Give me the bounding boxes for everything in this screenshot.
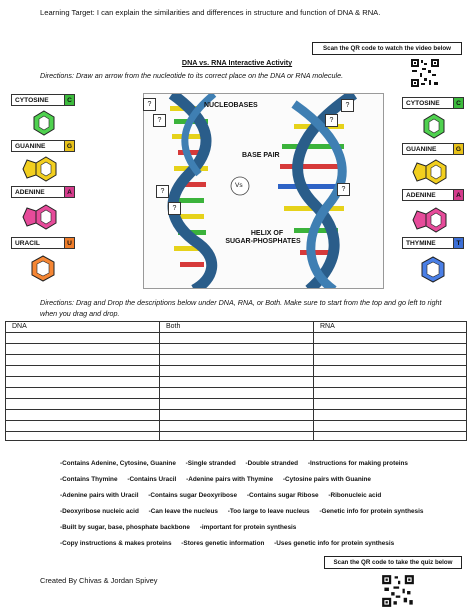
draggable-description[interactable]: -Contains Adenine, Cytosine, Guanine bbox=[60, 460, 176, 467]
row-divider bbox=[6, 343, 466, 344]
draggable-description[interactable]: -Adenine pairs with Uracil bbox=[60, 492, 139, 499]
draggable-description[interactable]: -Can leave the nucleus bbox=[148, 508, 218, 515]
nucleotide-name: URACIL bbox=[15, 239, 40, 247]
qr-pattern-icon bbox=[381, 574, 415, 608]
description-row-5 bbox=[60, 524, 304, 531]
draggable-description[interactable]: -Stores genetic information bbox=[181, 540, 265, 547]
nucleotide-letter: A bbox=[453, 189, 464, 201]
draggable-description[interactable]: -important for protein synthesis bbox=[199, 524, 297, 531]
credit-text: Created By Chivas & Jordan Spivey bbox=[40, 576, 158, 585]
nucleotide-letter: G bbox=[453, 143, 464, 155]
nucleotide-letter: U bbox=[64, 237, 75, 249]
label-nucleobases: NUCLEOBASES bbox=[204, 102, 258, 109]
row-divider bbox=[6, 398, 466, 399]
left-nucleotide-cards bbox=[8, 94, 78, 294]
answer-box-left-1[interactable]: ? bbox=[143, 98, 156, 111]
draggable-description[interactable]: -Contains sugar Ribose bbox=[246, 492, 319, 499]
description-row-2 bbox=[60, 476, 379, 483]
guanine-molecule-icon bbox=[20, 154, 66, 184]
adenine-molecule-icon bbox=[410, 203, 456, 237]
sorting-table bbox=[5, 321, 467, 441]
col-header-both: Both bbox=[166, 323, 181, 330]
nucleotide-card-cytosine-right[interactable] bbox=[402, 97, 464, 109]
label-helix-2: SUGAR-PHOSPHATES bbox=[225, 238, 301, 245]
description-row-3 bbox=[60, 492, 389, 499]
qr-caption-video: Scan the QR code to watch the video below bbox=[312, 42, 462, 55]
draggable-description[interactable]: -Adenine pairs with Thymine bbox=[186, 476, 274, 483]
nucleotide-name: CYTOSINE bbox=[406, 99, 440, 107]
right-nucleotide-cards bbox=[398, 97, 468, 297]
draggable-description[interactable]: -Copy instructions & makes proteins bbox=[60, 540, 172, 547]
answer-box-left-3[interactable]: ? bbox=[156, 185, 169, 198]
nucleotide-card-adenine-right[interactable] bbox=[402, 189, 464, 201]
row-divider bbox=[6, 409, 466, 410]
directions-arrow: Directions: Draw an arrow from the nucleotide to its correct place on the DNA or RNA molecule. bbox=[40, 71, 344, 80]
col-header-rna: RNA bbox=[320, 323, 335, 330]
label-vs: Vs bbox=[235, 182, 243, 189]
description-row-6 bbox=[60, 540, 402, 547]
activity-title: DNA vs. RNA Interactive Activity bbox=[181, 58, 293, 67]
nucleotide-card-thymine-right[interactable] bbox=[402, 237, 464, 249]
nucleotide-name: CYTOSINE bbox=[15, 96, 49, 104]
label-helix-1: HELIX OF bbox=[250, 230, 284, 237]
row-divider bbox=[6, 376, 466, 377]
nucleotide-name: GUANINE bbox=[406, 145, 437, 153]
column-divider bbox=[313, 322, 314, 440]
cytosine-molecule-icon bbox=[416, 111, 452, 141]
learning-target: Learning Target: I can explain the similarities and differences in structure and function of DNA & RNA. bbox=[40, 8, 381, 17]
draggable-description[interactable]: -Deoxyribose nucleic acid bbox=[60, 508, 139, 515]
answer-box-right-2[interactable]: ? bbox=[325, 114, 338, 127]
nucleotide-card-cytosine-left[interactable] bbox=[11, 94, 75, 106]
draggable-description[interactable]: -Ribonucleic acid bbox=[328, 492, 382, 499]
draggable-description[interactable]: -Uses genetic info for protein synthesis bbox=[274, 540, 395, 547]
draggable-description[interactable]: -Cytosine pairs with Guanine bbox=[282, 476, 371, 483]
nucleotide-letter: C bbox=[453, 97, 464, 109]
draggable-description[interactable]: -Instructions for making proteins bbox=[307, 460, 408, 467]
nucleotide-name: ADENINE bbox=[15, 188, 45, 196]
qr-caption-quiz: Scan the QR code to take the quiz below bbox=[324, 556, 462, 569]
nucleotide-card-guanine-left[interactable] bbox=[11, 140, 75, 152]
answer-box-left-4[interactable]: ? bbox=[168, 202, 181, 215]
label-base-pair: BASE PAIR bbox=[242, 152, 280, 159]
draggable-description[interactable]: -Double stranded bbox=[245, 460, 299, 467]
nucleotide-letter: T bbox=[453, 237, 464, 249]
nucleotide-letter: C bbox=[64, 94, 75, 106]
nucleotide-name: THYMINE bbox=[406, 239, 436, 247]
row-divider bbox=[6, 420, 466, 421]
draggable-description[interactable]: -Single stranded bbox=[185, 460, 236, 467]
nucleotide-letter: A bbox=[64, 186, 75, 198]
adenine-molecule-icon bbox=[20, 200, 66, 234]
draggable-description[interactable]: -Genetic info for protein synthesis bbox=[319, 508, 424, 515]
description-row-4 bbox=[60, 508, 431, 515]
thymine-molecule-icon bbox=[414, 253, 452, 287]
nucleotide-name: ADENINE bbox=[406, 191, 436, 199]
answer-box-left-2[interactable]: ? bbox=[153, 114, 166, 127]
qr-code-quiz-icon[interactable] bbox=[381, 574, 415, 608]
nucleotide-card-guanine-right[interactable] bbox=[402, 143, 464, 155]
guanine-molecule-icon bbox=[410, 157, 456, 187]
row-divider bbox=[6, 354, 466, 355]
cytosine-molecule-icon bbox=[26, 108, 62, 138]
column-divider bbox=[159, 322, 160, 440]
row-divider bbox=[6, 431, 466, 432]
draggable-description[interactable]: -Contains Thymine bbox=[60, 476, 118, 483]
col-header-dna: DNA bbox=[12, 323, 27, 330]
draggable-description[interactable]: -Contains Uracil bbox=[127, 476, 177, 483]
nucleotide-letter: G bbox=[64, 140, 75, 152]
answer-box-right-3[interactable]: ? bbox=[337, 183, 350, 196]
draggable-description[interactable]: -Contains sugar Deoxyribose bbox=[148, 492, 238, 499]
row-divider bbox=[6, 365, 466, 366]
row-divider bbox=[6, 387, 466, 388]
nucleotide-card-adenine-left[interactable] bbox=[11, 186, 75, 198]
directions-drag-drop: Directions: Drag and Drop the descriptions below under DNA, RNA, or Both. Make sure to start from the top and go left to right when you drag and drop. bbox=[40, 298, 442, 318]
answer-box-right-1[interactable]: ? bbox=[341, 99, 354, 112]
draggable-description[interactable]: -Too large to leave nucleus bbox=[227, 508, 310, 515]
description-row-1 bbox=[60, 460, 416, 467]
row-divider bbox=[6, 332, 466, 333]
uracil-molecule-icon bbox=[24, 252, 62, 286]
nucleotide-card-uracil-left[interactable] bbox=[11, 237, 75, 249]
nucleotide-name: GUANINE bbox=[15, 142, 46, 150]
draggable-description[interactable]: -Built by sugar, base, phosphate backbone bbox=[60, 524, 190, 531]
